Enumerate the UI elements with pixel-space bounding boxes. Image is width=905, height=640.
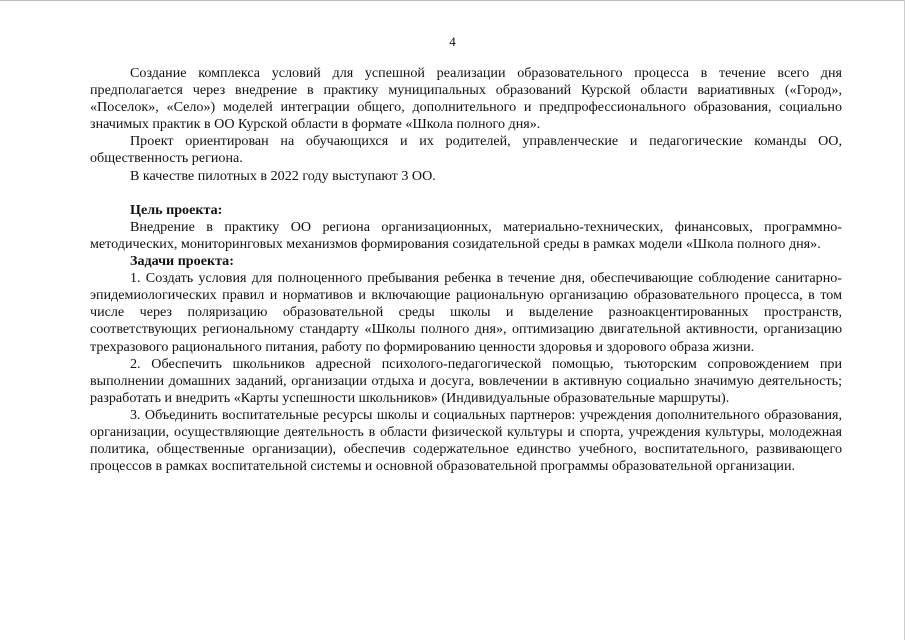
paragraph-spacer: [90, 185, 842, 202]
task-item-1: 1. Создать условия для полноценного пребывания ребенка в течение дня, обеспечивающие соблюдение санитарно-эпидемиологических правил и нормативов и включающие рациональную организацию образовательного процесса, в том числе через поляризацию образовательной среды школы и выделение разноакцентированных пространств, соответствующих региональному стандарту «Школы полного дня», оптимизацию двигательной активности, организацию трехразового рационального питания, работу по формированию ценности здоровья и здорового образа жизни.: [90, 270, 842, 355]
document-body: [90, 65, 842, 475]
tasks-heading: Задачи проекта:: [130, 253, 234, 270]
intro-paragraph-2: Проект ориентирован на обучающихся и их родителей, управленческие и педагогические команды ОО, общественность региона.: [90, 133, 842, 167]
task-item-2: 2. Обеспечить школьников адресной психолого-педагогической помощью, тьюторским сопровождением при выполнении домашних заданий, организации отдыха и досуга, вовлечении в активную социально значимую деятельность; разработать и внедрить «Карты успешности школьников» (Индивидуальные образовательные маршруты).: [90, 355, 842, 406]
goal-text: Внедрение в практику ОО региона организационных, материально-технических, финансовых, программно-методических, мониторинговых механизмов формирования созидательной среды в рамках модели «Школа полного дня».: [90, 218, 842, 252]
intro-paragraph-1: Создание комплекса условий для успешной реализации образовательного процесса в течение всего дня предполагается через внедрение в практику муниципальных образований Курской области вариативных («Город», «Поселок», «Село») моделей интеграции общего, дополнительного и предпрофессионального образования, социально значимых практик в ОО Курской области в формате «Школа полного дня».: [90, 65, 842, 133]
task-item-3: 3. Объединить воспитательные ресурсы школы и социальных партнеров: учреждения дополнительного образования, организации, осуществляющие деятельность в области физической культуры и спорта, учреждения культуры, молодежная политика, общественные организации), обеспечив содержательное единство учебного, воспитательного, развивающего процессов в рамках воспитательной системы и основной образовательной программы образовательной организации.: [90, 406, 842, 475]
page-top-border: [0, 0, 905, 1]
page-number: 4: [449, 34, 456, 49]
goal-heading: Цель проекта:: [130, 201, 223, 218]
intro-paragraph-3: В качестве пилотных в 2022 году выступают 3 ОО.: [130, 167, 436, 184]
